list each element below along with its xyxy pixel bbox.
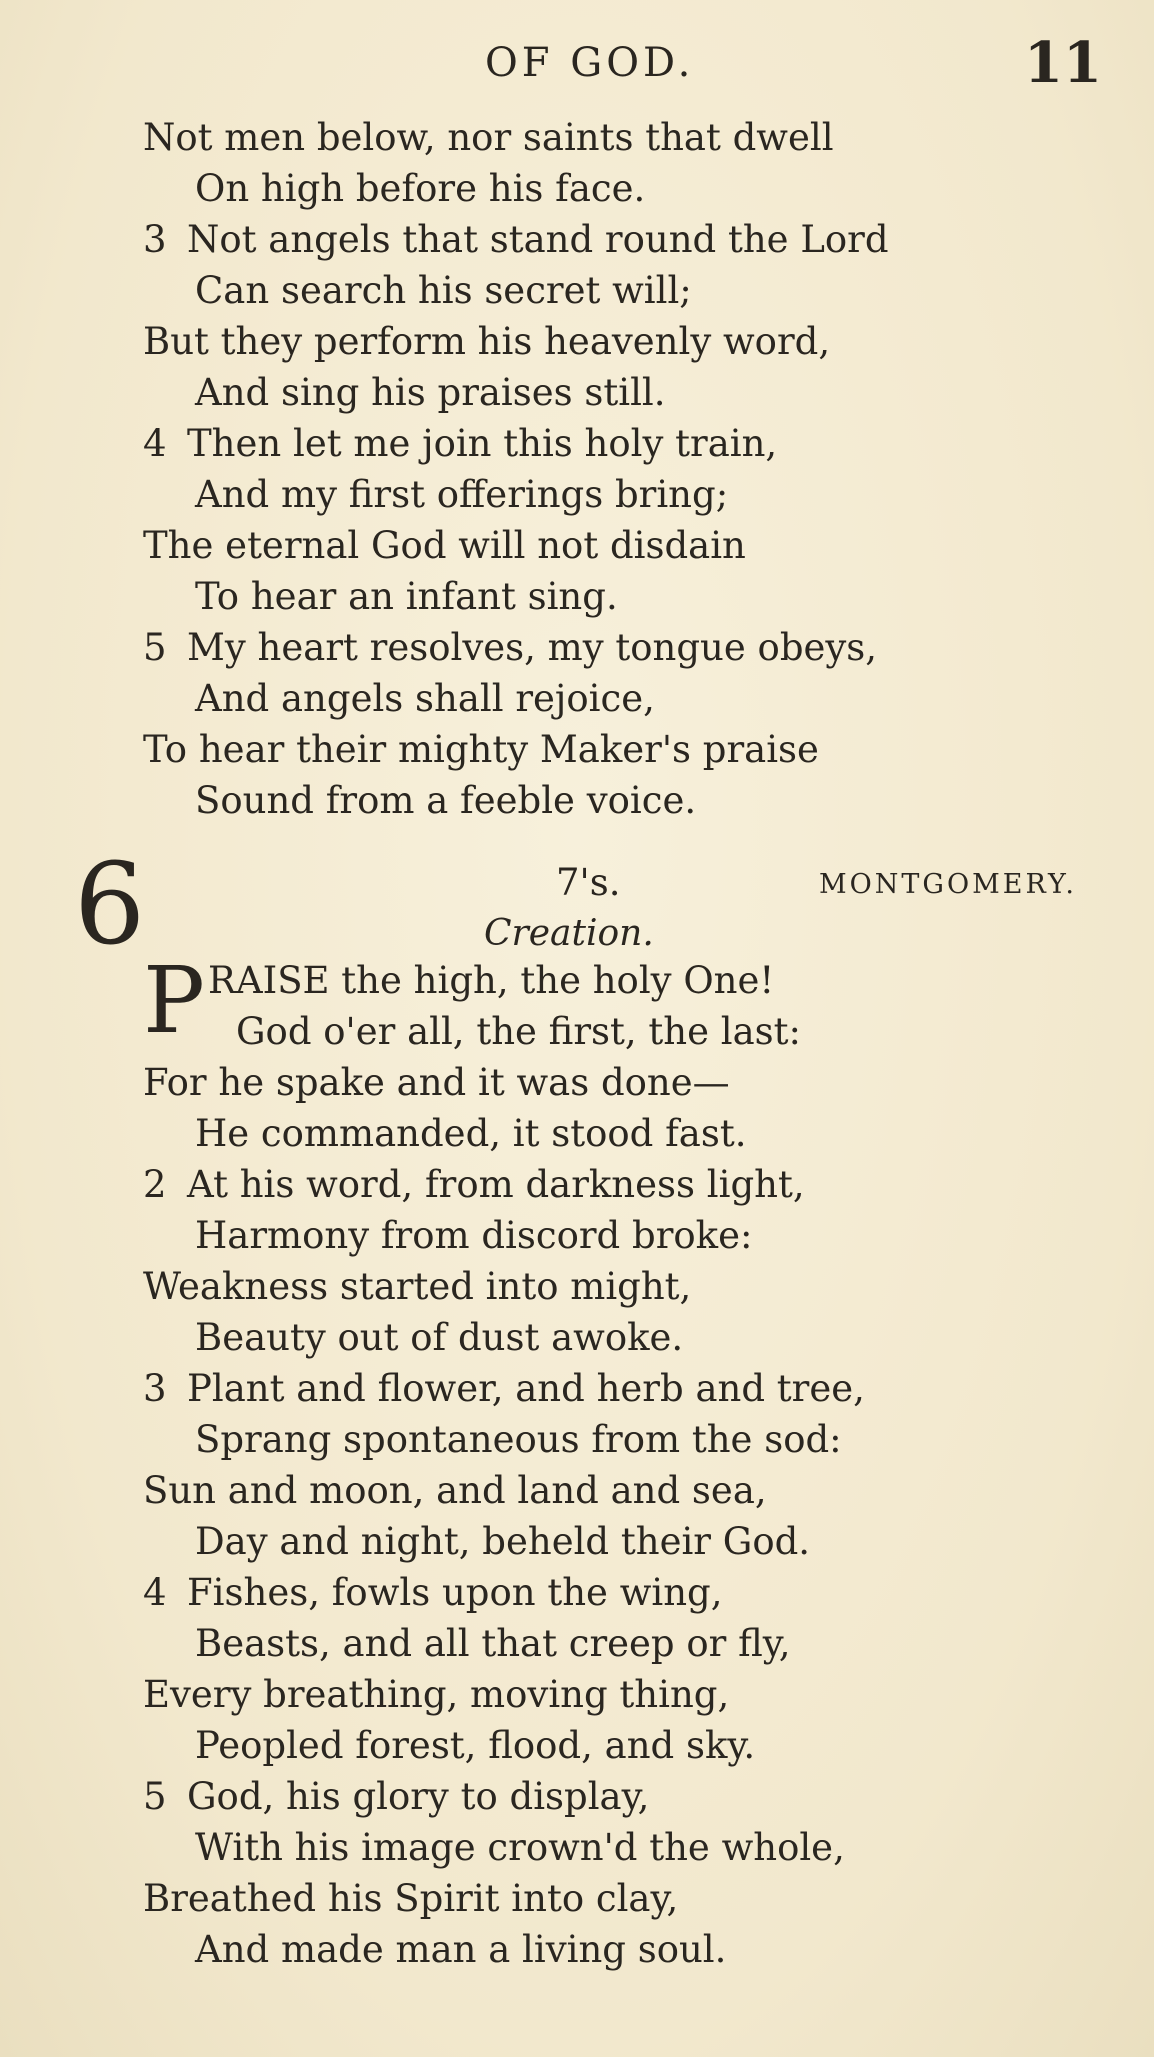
verse-text: My heart resolves, my tongue obeys, <box>187 626 878 669</box>
verse-text: To hear an infant sing. <box>195 575 618 618</box>
verse-line <box>143 1414 1093 1465</box>
verse-line <box>143 265 1093 316</box>
verse-line <box>143 112 1093 163</box>
verse-line <box>143 724 1093 775</box>
verse-line <box>143 1720 1093 1771</box>
verse-text: Plant and flower, and herb and tree, <box>187 1367 865 1410</box>
verse-text: Fishes, fowls upon the wing, <box>187 1571 723 1614</box>
verse-line <box>143 1159 1093 1210</box>
verse-text: Beasts, and all that creep or fly, <box>195 1622 791 1665</box>
hymn-tune: MONTGOMERY. <box>819 869 1077 900</box>
verse-line <box>143 214 1093 265</box>
verse-text: On high before his face. <box>195 167 646 210</box>
verse-text: Every breathing, moving thing, <box>143 1673 730 1716</box>
verse-number: 3 <box>143 218 167 261</box>
verse-number: 4 <box>143 1571 167 1614</box>
verse-text: But they perform his heavenly word, <box>143 320 831 363</box>
verse-line <box>143 1108 1093 1159</box>
drop-cap: P <box>143 947 205 1054</box>
hymn-first-line: RAISE the high, the holy One! <box>208 959 775 1002</box>
hymn-verses <box>143 1057 1093 1975</box>
verse-line <box>143 571 1093 622</box>
verse-line <box>143 1057 1093 1108</box>
verse-text: With his image crown'd the whole, <box>195 1826 845 1869</box>
verse-number: 5 <box>143 626 167 669</box>
verse-text: Sprang spontaneous from the sod: <box>195 1418 842 1461</box>
hymn-subject: Creation. <box>484 913 654 954</box>
verse-line <box>143 469 1093 520</box>
verse-text: Not men below, nor saints that dwell <box>143 116 834 159</box>
verse-line <box>143 1618 1093 1669</box>
verse-line <box>143 520 1093 571</box>
hymn-second-line: God o'er all, the first, the last: <box>236 1010 801 1053</box>
page-number: 11 <box>1024 30 1102 96</box>
verse-text: He commanded, it stood fast. <box>195 1112 747 1155</box>
verse-text: The eternal God will not disdain <box>143 524 746 567</box>
verse-text: And angels shall rejoice, <box>195 677 655 720</box>
verse-text: Sound from a feeble voice. <box>195 779 697 822</box>
verse-line <box>143 163 1093 214</box>
hymn-meter: 7's. <box>556 861 621 904</box>
verse-line <box>143 367 1093 418</box>
verse-text: Can search his secret will; <box>195 269 692 312</box>
verse-line <box>143 1261 1093 1312</box>
verse-line <box>143 1312 1093 1363</box>
verse-text: At his word, from darkness light, <box>187 1163 805 1206</box>
verse-line <box>143 1669 1093 1720</box>
verse-line <box>143 1873 1093 1924</box>
verse-line <box>143 1822 1093 1873</box>
running-title: OF GOD. <box>485 40 695 86</box>
verse-line <box>143 673 1093 724</box>
verse-line <box>143 1567 1093 1618</box>
verse-text: Weakness started into might, <box>143 1265 692 1308</box>
verse-line <box>143 1363 1093 1414</box>
verse-line <box>143 1465 1093 1516</box>
previous-hymn-verses <box>143 112 1093 826</box>
verse-line <box>143 316 1093 367</box>
verse-number: 5 <box>143 1775 167 1818</box>
hymn-number: 6 <box>74 840 146 970</box>
verse-text: Sun and moon, and land and sea, <box>143 1469 767 1512</box>
verse-number: 3 <box>143 1367 167 1410</box>
verse-text: Day and night, beheld their God. <box>195 1520 811 1563</box>
verse-text: For he spake and it was done— <box>143 1061 730 1104</box>
verse-number: 2 <box>143 1163 167 1206</box>
verse-text: And made man a living soul. <box>195 1928 727 1971</box>
verse-text: Peopled forest, flood, and sky. <box>195 1724 756 1767</box>
verse-line <box>143 418 1093 469</box>
verse-line <box>143 1924 1093 1975</box>
verse-text: Then let me join this holy train, <box>187 422 778 465</box>
verse-line <box>143 1516 1093 1567</box>
verse-text: And my first offerings bring; <box>195 473 729 516</box>
verse-line <box>143 1210 1093 1261</box>
verse-number: 4 <box>143 422 167 465</box>
verse-line <box>143 622 1093 673</box>
verse-line <box>143 775 1093 826</box>
verse-line <box>143 1771 1093 1822</box>
verse-text: Beauty out of dust awoke. <box>195 1316 684 1359</box>
verse-text: Not angels that stand round the Lord <box>187 218 889 261</box>
verse-text: And sing his praises still. <box>195 371 666 414</box>
page-header <box>0 30 1154 100</box>
verse-text: To hear their mighty Maker's praise <box>143 728 819 771</box>
hymn-heading <box>74 840 1094 970</box>
verse-text: Breathed his Spirit into clay, <box>143 1877 679 1920</box>
verse-text: Harmony from discord broke: <box>195 1214 753 1257</box>
verse-text: God, his glory to display, <box>187 1775 650 1818</box>
